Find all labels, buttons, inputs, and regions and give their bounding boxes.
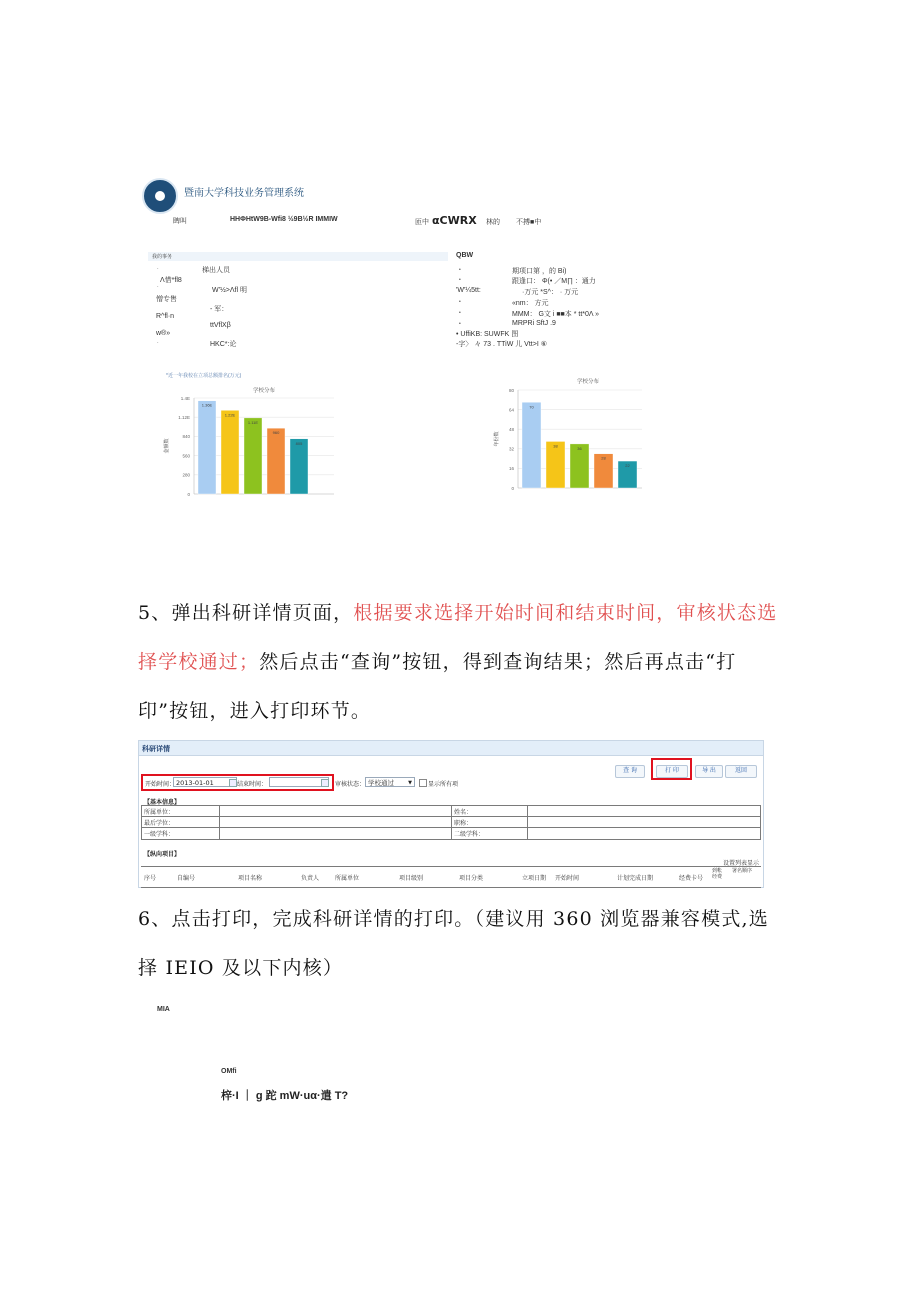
column-header[interactable]: 负责人 xyxy=(301,876,320,882)
y-tick-label: 280 xyxy=(182,472,190,478)
data-label: 70 xyxy=(529,404,534,410)
data-label: 805 xyxy=(295,440,303,446)
show-all-checkbox[interactable] xyxy=(419,779,427,787)
list-item[interactable]: 梯出人员 xyxy=(202,267,230,274)
list-item[interactable]: ttVflXβ xyxy=(210,322,231,329)
grid-line xyxy=(141,805,142,839)
end-time-label: 结束时间： xyxy=(237,781,268,788)
status-label: 审核状态： xyxy=(335,781,366,788)
list-item[interactable]: 期项口第 ，的 Bi) xyxy=(512,268,567,275)
detail-panel-header xyxy=(139,741,763,756)
list-item[interactable]: HKC*:论 xyxy=(210,341,237,348)
bar xyxy=(244,418,262,494)
y-tick-label: 560 xyxy=(182,453,190,459)
step5-highlight-2: 择学校通过； xyxy=(138,651,260,673)
data-label: 38 xyxy=(553,443,558,449)
bar xyxy=(221,410,239,494)
query-button[interactable]: 查 询 xyxy=(615,765,645,778)
grid-line xyxy=(219,805,220,839)
y-axis-label: 金额数 xyxy=(164,438,170,454)
count-bar-chart xyxy=(490,379,650,496)
y-tick-label: 0 xyxy=(187,491,190,497)
column-header[interactable]: 到帐经费 xyxy=(712,868,723,880)
column-header[interactable]: 项目名称 xyxy=(238,876,263,882)
left-panel-header-bar xyxy=(148,252,448,261)
list-item[interactable]: MMM： G文 i ■■本 * tt*0Λ » xyxy=(512,311,600,318)
garbled-text: OMfi xyxy=(221,1068,237,1075)
step5-prefix: 5、弹出科研详情页面， xyxy=(138,602,354,624)
nav-item[interactable]: 不搏■中 xyxy=(516,219,542,226)
column-header[interactable]: 立项日期 xyxy=(522,876,547,882)
y-tick-label: 32 xyxy=(508,446,514,452)
y-tick-label: 64 xyxy=(508,407,514,413)
print-button[interactable]: 打 印 xyxy=(656,765,688,778)
step5-line3: 印”按钮，进入打印环节。 xyxy=(138,700,372,722)
y-tick-label: 1.4E xyxy=(180,395,190,401)
nav-item[interactable]: αCWRX xyxy=(432,214,477,227)
data-label: 36 xyxy=(577,445,582,451)
column-header[interactable]: 经费卡号 xyxy=(679,876,704,882)
column-header[interactable]: 序号 xyxy=(144,876,157,882)
info-label: 最后学位： xyxy=(144,821,175,827)
chart-title: 学校分布 xyxy=(576,379,600,385)
y-axis-label: 年份数 xyxy=(494,431,500,447)
list-item[interactable]: «nm： 方元 xyxy=(512,300,549,307)
list-item[interactable]: w®» xyxy=(156,330,171,337)
garbled-text: 梓·I ｜ g 跎 mW·uα·遣 T? xyxy=(221,1090,349,1102)
nav-item[interactable]: 匝中 xyxy=(415,219,429,226)
list-item[interactable]: ·万元 *S^： · 万元 xyxy=(522,289,579,296)
grid-line xyxy=(760,805,761,839)
y-tick-label: 16 xyxy=(508,466,514,472)
bar xyxy=(522,402,541,488)
data-label: 22 xyxy=(625,463,630,469)
project-table-header xyxy=(141,866,761,888)
university-logo-icon xyxy=(142,178,178,214)
list-item[interactable]: -字〉 々 73 . TTiW 儿 Vtt>I ⑥ xyxy=(456,341,547,348)
info-label: 二级学科： xyxy=(454,832,485,838)
bar xyxy=(290,439,308,494)
detail-panel-title: 科研详情 xyxy=(142,746,170,753)
chart-title: 学校分布 xyxy=(252,388,276,394)
info-label: 职称： xyxy=(454,821,473,827)
back-button[interactable]: 返回 xyxy=(725,765,757,778)
status-select-value: 学校通过 xyxy=(368,779,394,787)
nav-item[interactable]: 林的 xyxy=(486,219,500,226)
system-screenshot xyxy=(140,170,780,510)
column-header[interactable]: 项目级别 xyxy=(399,876,424,882)
info-label: 姓名： xyxy=(454,810,473,816)
data-label: 1.11E xyxy=(247,419,259,425)
show-all-label: 显示所有项 xyxy=(428,781,459,788)
charts-caption: *近一年我校在立项总额排名(万元) xyxy=(166,373,242,379)
list-item[interactable]: R^fl·n xyxy=(156,313,175,320)
grid-line xyxy=(451,805,452,839)
date-range-highlight-box xyxy=(141,774,334,791)
amount-bar-chart xyxy=(160,382,340,500)
list-item[interactable]: - 军： xyxy=(210,306,229,313)
column-header[interactable]: 自编号 xyxy=(177,876,196,882)
list-item: · xyxy=(157,340,159,346)
step5-rest: 然后点击“查询”按钮，得到查询结果；然后再点击“打 xyxy=(259,651,737,673)
system-title: 暨南大学科技业务管理系统 xyxy=(184,188,304,199)
list-item: • xyxy=(459,310,461,316)
list-item: 'W'¼5tt: xyxy=(456,287,481,294)
y-tick-label: 1.12E xyxy=(178,415,190,420)
research-detail-screenshot xyxy=(138,740,764,888)
list-item[interactable]: 憎专售 xyxy=(156,296,177,303)
info-label: 一级学科： xyxy=(144,832,175,838)
list-item[interactable]: Λ惜*fl8 xyxy=(160,277,182,284)
column-header[interactable]: 开始时间 xyxy=(555,876,580,882)
chevron-down-icon: ▼ xyxy=(408,780,412,786)
step5-line1 xyxy=(138,604,778,623)
list-item[interactable]: 跟逢口： Φ(• ／M∏ ：通力 xyxy=(512,278,596,285)
list-item: • xyxy=(459,299,461,305)
column-header[interactable]: 署名顺序 xyxy=(732,868,753,874)
step6-line1: 6、点击打印，完成科研详情的打印。（建议用 360 浏览器兼容模式,选 xyxy=(138,908,769,930)
data-label: 960 xyxy=(272,430,280,436)
bar xyxy=(198,401,216,494)
start-time-label: 开始时间： xyxy=(145,781,176,788)
data-label: 1.22E xyxy=(224,412,236,418)
set-columns-link[interactable]: 设置列表显示 xyxy=(722,860,759,867)
list-item: • xyxy=(459,321,461,327)
nav-item[interactable]: 睥叫 xyxy=(173,218,187,225)
step6-line2: 择 IEIO 及以下内核） xyxy=(138,957,344,979)
data-label: 28 xyxy=(601,455,606,461)
garbled-text: MIA xyxy=(157,1006,170,1013)
column-header[interactable]: 计划完成日期 xyxy=(617,876,654,882)
list-item[interactable]: W'½>Λfl 明 xyxy=(212,287,247,294)
y-tick-label: 0 xyxy=(511,485,514,491)
list-item: · xyxy=(157,266,159,272)
step5-highlight-1: 根据要求选择开始时间和结束时间，审核状态选 xyxy=(353,602,778,624)
y-tick-label: 80 xyxy=(508,387,514,393)
print-highlight-box xyxy=(651,758,692,780)
list-item: · xyxy=(157,284,159,290)
list-item: • xyxy=(459,267,461,273)
start-time-input[interactable]: 2013-01-01 xyxy=(173,777,237,787)
grid-line xyxy=(527,805,528,839)
nav-item[interactable]: HHΦHtW9B-Wfi8 ½9B½R IMMIW xyxy=(230,216,338,223)
status-select[interactable] xyxy=(365,777,415,787)
basic-info-heading: 【基本信息】 xyxy=(144,799,181,806)
y-tick-label: 840 xyxy=(182,434,190,440)
list-item: • xyxy=(459,277,461,283)
left-panel-header: 我的事务 xyxy=(152,254,173,260)
column-header[interactable]: 所属单位 xyxy=(335,876,360,882)
list-item[interactable]: MRPRi SftJ .9 xyxy=(512,320,556,327)
data-label: 1.36E xyxy=(201,402,213,408)
column-header[interactable]: 项目分类 xyxy=(459,876,484,882)
y-tick-label: 48 xyxy=(508,427,514,432)
project-section-heading: 【纵向项目】 xyxy=(144,851,181,858)
list-item[interactable]: • UffiKB: SUWFK 图 xyxy=(456,331,519,338)
info-label: 所属单位： xyxy=(144,810,175,816)
right-panel-header: QBW xyxy=(456,252,474,259)
step5-line2 xyxy=(138,653,736,672)
bar xyxy=(267,428,285,494)
export-button[interactable]: 导 出 xyxy=(695,765,723,778)
